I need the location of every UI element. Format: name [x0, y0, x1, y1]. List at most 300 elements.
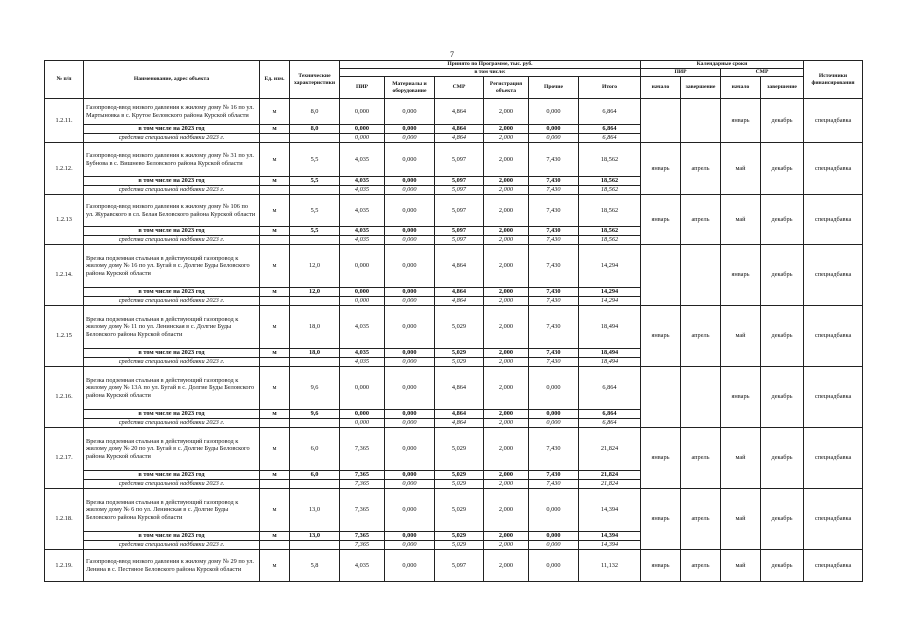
- subtotal-smr: 5,097: [435, 227, 484, 236]
- special-funds-reg: 2,000: [484, 419, 529, 428]
- subtotal-pir: 0,000: [340, 288, 385, 297]
- subtotal-other: 7,430: [529, 471, 579, 480]
- subtotal-unit: м: [260, 532, 290, 541]
- row-pir: 7,365: [340, 489, 385, 532]
- subtotal-materials: 0,000: [385, 471, 435, 480]
- row-smr-end: декабрь: [761, 143, 804, 195]
- row-other: 0,000: [529, 99, 579, 125]
- row-pir: 7,365: [340, 428, 385, 471]
- special-funds-tech: [290, 236, 340, 245]
- row-pir-start: январь: [641, 428, 681, 489]
- row-unit: м: [260, 195, 290, 227]
- row-reg: 2,000: [484, 143, 529, 177]
- special-funds-pir: 4,035: [340, 358, 385, 367]
- special-funds-total: 14,394: [579, 541, 641, 550]
- subtotal-other: 7,430: [529, 227, 579, 236]
- special-funds-other: 7,430: [529, 297, 579, 306]
- subtotal-pir: 0,000: [340, 410, 385, 419]
- row-smr-start: май: [721, 489, 761, 550]
- row-tech: 5,8: [290, 550, 340, 582]
- row-reg: 2,000: [484, 428, 529, 471]
- special-funds-total: 21,824: [579, 480, 641, 489]
- special-funds-tech: [290, 480, 340, 489]
- row-materials: 0,000: [385, 550, 435, 582]
- row-tech: 9,6: [290, 367, 340, 410]
- special-funds-materials: 0,000: [385, 358, 435, 367]
- subtotal-total: 14,394: [579, 532, 641, 541]
- row-unit: м: [260, 489, 290, 532]
- row-other: 7,430: [529, 143, 579, 177]
- row-smr: 4,864: [435, 367, 484, 410]
- subtotal-smr: 5,029: [435, 349, 484, 358]
- subtotal-tech: 9,6: [290, 410, 340, 419]
- row-pir-start: январь: [641, 550, 681, 582]
- row-total: 6,864: [579, 367, 641, 410]
- special-funds-smr: 5,097: [435, 186, 484, 195]
- table-row: [45, 367, 863, 410]
- subtotal-total: 21,824: [579, 471, 641, 480]
- row-code: 1.2.11.: [45, 99, 84, 143]
- row-other: 0,000: [529, 367, 579, 410]
- row-materials: 0,000: [385, 143, 435, 177]
- header-unit: Ед. изм.: [260, 61, 290, 99]
- header-materials: Материалы и оборудование: [385, 77, 435, 99]
- special-funds-label: средства специальной надбавки 2023 г.: [84, 358, 260, 367]
- subtotal-smr: 4,864: [435, 125, 484, 134]
- row-code: 1.2.18.: [45, 489, 84, 550]
- row-tech: 8,0: [290, 99, 340, 125]
- table-header: [45, 61, 863, 99]
- row-materials: 0,000: [385, 245, 435, 288]
- header-reg: Регистрация объекта: [484, 77, 529, 99]
- row-reg: 2,000: [484, 306, 529, 349]
- special-funds-other: 0,000: [529, 541, 579, 550]
- row-unit: м: [260, 143, 290, 177]
- row-pir-start: [641, 99, 681, 143]
- row-materials: 0,000: [385, 428, 435, 471]
- row-name: Врезка подземная стальная в действующий газопровод к жилому дому № 13А по ул. Бугай в с. Долгие Буды Беловского района Курской области: [84, 367, 260, 410]
- row-source: спецнадбавка: [804, 99, 863, 143]
- subtotal-reg: 2,000: [484, 532, 529, 541]
- special-funds-tech: [290, 134, 340, 143]
- table-row: [45, 306, 863, 349]
- subtotal-reg: 2,000: [484, 288, 529, 297]
- row-smr-end: декабрь: [761, 489, 804, 550]
- special-funds-pir: 0,000: [340, 297, 385, 306]
- special-funds-materials: 0,000: [385, 186, 435, 195]
- header-tech: Технические характеристики: [290, 61, 340, 99]
- row-materials: 0,000: [385, 306, 435, 349]
- special-funds-tech: [290, 419, 340, 428]
- subtotal-unit: м: [260, 227, 290, 236]
- subtotal-unit: м: [260, 349, 290, 358]
- header-calendar: Календарные сроки: [641, 61, 804, 69]
- row-pir: 4,035: [340, 306, 385, 349]
- row-smr-end: декабрь: [761, 99, 804, 143]
- row-smr-start: май: [721, 550, 761, 582]
- header-source: Источники финансирования: [804, 61, 863, 99]
- row-smr-start: январь: [721, 245, 761, 306]
- row-source: спецнадбавка: [804, 489, 863, 550]
- row-smr-end: декабрь: [761, 367, 804, 428]
- subtotal-reg: 2,000: [484, 471, 529, 480]
- page-number: 7: [450, 50, 454, 59]
- subtotal-smr: 5,029: [435, 532, 484, 541]
- row-tech: 5,5: [290, 195, 340, 227]
- row-pir-end: апрель: [681, 489, 721, 550]
- row-code: 1.2.12.: [45, 143, 84, 195]
- row-tech: 12,0: [290, 245, 340, 288]
- special-funds-label: средства специальной надбавки 2023 г.: [84, 480, 260, 489]
- row-smr-end: декабрь: [761, 428, 804, 489]
- row-smr-start: май: [721, 195, 761, 245]
- row-smr-start: май: [721, 428, 761, 489]
- row-code: 1.2.17.: [45, 428, 84, 489]
- row-pir: 4,035: [340, 143, 385, 177]
- subtotal-other: 0,000: [529, 410, 579, 419]
- row-smr: 5,097: [435, 143, 484, 177]
- row-pir-start: январь: [641, 195, 681, 245]
- header-smr: СМР: [435, 77, 484, 99]
- special-funds-unit: [260, 358, 290, 367]
- row-smr-end: декабрь: [761, 195, 804, 245]
- special-funds-label: средства специальной надбавки 2023 г.: [84, 186, 260, 195]
- special-funds-unit: [260, 480, 290, 489]
- row-reg: 2,000: [484, 99, 529, 125]
- table-row: [45, 143, 863, 177]
- subtotal-unit: м: [260, 125, 290, 134]
- subtotal-smr: 4,864: [435, 288, 484, 297]
- row-unit: м: [260, 428, 290, 471]
- special-funds-materials: 0,000: [385, 297, 435, 306]
- special-funds-pir: 4,035: [340, 186, 385, 195]
- table-row: [45, 245, 863, 288]
- row-code: 1.2.14.: [45, 245, 84, 306]
- subtotal-reg: 2,000: [484, 349, 529, 358]
- subtotal-materials: 0,000: [385, 227, 435, 236]
- special-funds-tech: [290, 541, 340, 550]
- subtotal-total: 18,562: [579, 177, 641, 186]
- row-pir-start: [641, 367, 681, 428]
- row-unit: м: [260, 306, 290, 349]
- subtotal-pir: 0,000: [340, 125, 385, 134]
- special-funds-reg: 2,000: [484, 358, 529, 367]
- special-funds-unit: [260, 134, 290, 143]
- row-tech: 6,0: [290, 428, 340, 471]
- row-other: 7,430: [529, 195, 579, 227]
- row-pir: 0,000: [340, 99, 385, 125]
- subtotal-tech: 13,0: [290, 532, 340, 541]
- row-unit: м: [260, 245, 290, 288]
- row-name: Врезка подземная стальная в действующий газопровод к жилому дому № 11 по ул. Ленинская в с. Долгие Буды Беловского района Курской области: [84, 306, 260, 349]
- row-other: 7,430: [529, 306, 579, 349]
- row-total: 6,864: [579, 99, 641, 125]
- row-smr: 4,864: [435, 245, 484, 288]
- subtotal-label: в том числе на 2023 год: [84, 410, 260, 419]
- header-cal-smr: СМР: [721, 69, 804, 77]
- special-funds-label: средства специальной надбавки 2023 г.: [84, 419, 260, 428]
- row-smr-start: май: [721, 143, 761, 195]
- row-source: спецнадбавка: [804, 245, 863, 306]
- special-funds-smr: 5,097: [435, 236, 484, 245]
- row-reg: 2,000: [484, 245, 529, 288]
- row-other: 7,430: [529, 245, 579, 288]
- special-funds-label: средства специальной надбавки 2023 г.: [84, 134, 260, 143]
- subtotal-smr: 5,097: [435, 177, 484, 186]
- subtotal-other: 7,430: [529, 177, 579, 186]
- row-unit: м: [260, 99, 290, 125]
- subtotal-unit: м: [260, 288, 290, 297]
- row-source: спецнадбавка: [804, 306, 863, 367]
- special-funds-label: средства специальной надбавки 2023 г.: [84, 236, 260, 245]
- special-funds-other: 7,430: [529, 186, 579, 195]
- special-funds-smr: 5,029: [435, 358, 484, 367]
- special-funds-unit: [260, 419, 290, 428]
- special-funds-smr: 4,864: [435, 297, 484, 306]
- row-pir: 0,000: [340, 367, 385, 410]
- header-cal-pir: ПИР: [641, 69, 721, 77]
- row-pir-end: апрель: [681, 143, 721, 195]
- subtotal-materials: 0,000: [385, 288, 435, 297]
- table-body: [45, 99, 863, 582]
- special-funds-materials: 0,000: [385, 134, 435, 143]
- special-funds-materials: 0,000: [385, 419, 435, 428]
- special-funds-total: 18,562: [579, 186, 641, 195]
- special-funds-smr: 4,864: [435, 419, 484, 428]
- program-table: [44, 60, 863, 582]
- row-name: Врезка подземная стальная в действующий газопровод к жилому дому № 20 по ул. Бугай в с. Долгие Буды Беловского района Курской области: [84, 428, 260, 471]
- subtotal-label: в том числе на 2023 год: [84, 349, 260, 358]
- row-materials: 0,000: [385, 489, 435, 532]
- header-name: Наименование, адрес объекта: [84, 61, 260, 99]
- subtotal-tech: 12,0: [290, 288, 340, 297]
- subtotal-materials: 0,000: [385, 410, 435, 419]
- row-pir: 4,035: [340, 195, 385, 227]
- subtotal-tech: 18,0: [290, 349, 340, 358]
- row-name: Газопровод-ввод низкого давления к жилому дому № 31 по ул. Бубнова в с. Вишнево Беловского района Курской области: [84, 143, 260, 177]
- row-unit: м: [260, 367, 290, 410]
- row-pir-end: апрель: [681, 550, 721, 582]
- row-pir-end: [681, 245, 721, 306]
- special-funds-total: 6,864: [579, 419, 641, 428]
- special-funds-tech: [290, 358, 340, 367]
- row-pir-start: [641, 245, 681, 306]
- row-total: 11,132: [579, 550, 641, 582]
- special-funds-smr: 4,864: [435, 134, 484, 143]
- special-funds-reg: 2,000: [484, 186, 529, 195]
- row-reg: 2,000: [484, 367, 529, 410]
- special-funds-reg: 2,000: [484, 541, 529, 550]
- special-funds-reg: 2,000: [484, 134, 529, 143]
- row-tech: 18,0: [290, 306, 340, 349]
- row-pir-end: апрель: [681, 428, 721, 489]
- subtotal-label: в том числе на 2023 год: [84, 532, 260, 541]
- special-funds-tech: [290, 186, 340, 195]
- row-total: 18,494: [579, 306, 641, 349]
- subtotal-unit: м: [260, 177, 290, 186]
- row-pir-end: апрель: [681, 195, 721, 245]
- row-source: спецнадбавка: [804, 550, 863, 582]
- row-total: 18,562: [579, 143, 641, 177]
- special-funds-label: средства специальной надбавки 2023 г.: [84, 297, 260, 306]
- subtotal-label: в том числе на 2023 год: [84, 125, 260, 134]
- row-reg: 2,000: [484, 489, 529, 532]
- row-name: Врезка подземная стальная в действующий газопровод к жилому дому № 6 по ул. Ленинская в с. Долгие Буды Беловского района Курской области: [84, 489, 260, 532]
- header-incl: в том числе:: [340, 69, 641, 77]
- row-smr: 5,097: [435, 195, 484, 227]
- subtotal-smr: 5,029: [435, 471, 484, 480]
- row-pir: 0,000: [340, 245, 385, 288]
- special-funds-unit: [260, 186, 290, 195]
- row-pir-start: январь: [641, 306, 681, 367]
- special-funds-materials: 0,000: [385, 480, 435, 489]
- special-funds-unit: [260, 236, 290, 245]
- special-funds-total: 14,294: [579, 297, 641, 306]
- subtotal-total: 6,864: [579, 410, 641, 419]
- row-total: 18,562: [579, 195, 641, 227]
- special-funds-total: 18,494: [579, 358, 641, 367]
- subtotal-tech: 5,5: [290, 177, 340, 186]
- subtotal-smr: 4,864: [435, 410, 484, 419]
- special-funds-pir: 4,035: [340, 236, 385, 245]
- header-other: Прочие: [529, 77, 579, 99]
- header-num: № п/п: [45, 61, 84, 99]
- row-source: спецнадбавка: [804, 367, 863, 428]
- row-smr: 5,029: [435, 306, 484, 349]
- special-funds-unit: [260, 541, 290, 550]
- subtotal-reg: 2,000: [484, 177, 529, 186]
- special-funds-materials: 0,000: [385, 541, 435, 550]
- table-row: [45, 195, 863, 227]
- row-tech: 13,0: [290, 489, 340, 532]
- header-pir-end: завершение: [681, 77, 721, 99]
- row-reg: 2,000: [484, 550, 529, 582]
- row-pir: 4,035: [340, 550, 385, 582]
- row-code: 1.2.19.: [45, 550, 84, 582]
- special-funds-other: 0,000: [529, 134, 579, 143]
- header-smr-start: начало: [721, 77, 761, 99]
- row-name: Газопровод-ввод низкого давления к жилому дому № 29 по ул. Ленина в с. Пестяное Беловского района Курской области: [84, 550, 260, 582]
- row-smr-start: май: [721, 306, 761, 367]
- header-pir: ПИР: [340, 77, 385, 99]
- special-funds-pir: 7,365: [340, 480, 385, 489]
- row-code: 1.2.15: [45, 306, 84, 367]
- subtotal-materials: 0,000: [385, 177, 435, 186]
- subtotal-total: 6,864: [579, 125, 641, 134]
- subtotal-label: в том числе на 2023 год: [84, 177, 260, 186]
- row-pir-start: январь: [641, 489, 681, 550]
- subtotal-total: 18,494: [579, 349, 641, 358]
- row-smr: 5,029: [435, 489, 484, 532]
- subtotal-materials: 0,000: [385, 532, 435, 541]
- row-source: спецнадбавка: [804, 195, 863, 245]
- subtotal-materials: 0,000: [385, 349, 435, 358]
- special-funds-other: 7,430: [529, 480, 579, 489]
- row-tech: 5,5: [290, 143, 340, 177]
- header-pir-start: начало: [641, 77, 681, 99]
- header-accepted: Принято по Программе, тыс. руб.: [340, 61, 641, 69]
- row-code: 1.2.16.: [45, 367, 84, 428]
- row-unit: м: [260, 550, 290, 582]
- table-row: [45, 550, 863, 582]
- row-total: 21,824: [579, 428, 641, 471]
- subtotal-tech: 8,0: [290, 125, 340, 134]
- subtotal-materials: 0,000: [385, 125, 435, 134]
- row-name: Газопровод-ввод низкого давления к жилому дому № 16 по ул. Мартыновка в с. Крутое Беловского района Курской области: [84, 99, 260, 125]
- row-code: 1.2.13: [45, 195, 84, 245]
- subtotal-reg: 2,000: [484, 125, 529, 134]
- special-funds-smr: 5,029: [435, 541, 484, 550]
- row-smr-end: декабрь: [761, 306, 804, 367]
- subtotal-total: 14,294: [579, 288, 641, 297]
- special-funds-unit: [260, 297, 290, 306]
- row-smr-end: декабрь: [761, 245, 804, 306]
- special-funds-total: 6,864: [579, 134, 641, 143]
- subtotal-total: 18,562: [579, 227, 641, 236]
- subtotal-pir: 4,035: [340, 177, 385, 186]
- special-funds-label: средства специальной надбавки 2023 г.: [84, 541, 260, 550]
- row-name: Газопровод-ввод низкого давления к жилому дому № 106 по ул. Журавского в сл. Белая Беловского района Курской области: [84, 195, 260, 227]
- subtotal-label: в том числе на 2023 год: [84, 471, 260, 480]
- row-reg: 2,000: [484, 195, 529, 227]
- subtotal-pir: 4,035: [340, 227, 385, 236]
- row-smr: 4,864: [435, 99, 484, 125]
- row-source: спецнадбавка: [804, 143, 863, 195]
- row-pir-end: апрель: [681, 306, 721, 367]
- subtotal-unit: м: [260, 471, 290, 480]
- special-funds-reg: 2,000: [484, 297, 529, 306]
- subtotal-label: в том числе на 2023 год: [84, 288, 260, 297]
- special-funds-other: 7,430: [529, 358, 579, 367]
- table-row: [45, 99, 863, 125]
- row-materials: 0,000: [385, 367, 435, 410]
- special-funds-other: 7,430: [529, 236, 579, 245]
- subtotal-other: 7,430: [529, 349, 579, 358]
- subtotal-label: в том числе на 2023 год: [84, 227, 260, 236]
- special-funds-pir: 0,000: [340, 419, 385, 428]
- row-smr: 5,097: [435, 550, 484, 582]
- special-funds-reg: 2,000: [484, 236, 529, 245]
- row-smr-end: декабрь: [761, 550, 804, 582]
- row-materials: 0,000: [385, 195, 435, 227]
- row-source: спецнадбавка: [804, 428, 863, 489]
- special-funds-pir: 7,365: [340, 541, 385, 550]
- row-total: 14,294: [579, 245, 641, 288]
- subtotal-other: 0,000: [529, 125, 579, 134]
- special-funds-tech: [290, 297, 340, 306]
- subtotal-pir: 7,365: [340, 471, 385, 480]
- subtotal-reg: 2,000: [484, 227, 529, 236]
- subtotal-pir: 4,035: [340, 349, 385, 358]
- special-funds-other: 0,000: [529, 419, 579, 428]
- header-total: Итого: [579, 77, 641, 99]
- row-name: Врезка подземная стальная в действующий газопровод к жилому дому № 16 по ул. Бугай в с. Долгие Буды Беловского района Курской области: [84, 245, 260, 288]
- row-pir-end: [681, 367, 721, 428]
- row-other: 0,000: [529, 550, 579, 582]
- special-funds-materials: 0,000: [385, 236, 435, 245]
- table-row: [45, 428, 863, 471]
- special-funds-pir: 0,000: [340, 134, 385, 143]
- special-funds-total: 18,562: [579, 236, 641, 245]
- special-funds-smr: 5,029: [435, 480, 484, 489]
- row-other: 0,000: [529, 489, 579, 532]
- row-smr-start: январь: [721, 99, 761, 143]
- row-materials: 0,000: [385, 99, 435, 125]
- subtotal-tech: 6,0: [290, 471, 340, 480]
- row-smr: 5,029: [435, 428, 484, 471]
- special-funds-reg: 2,000: [484, 480, 529, 489]
- row-other: 7,430: [529, 428, 579, 471]
